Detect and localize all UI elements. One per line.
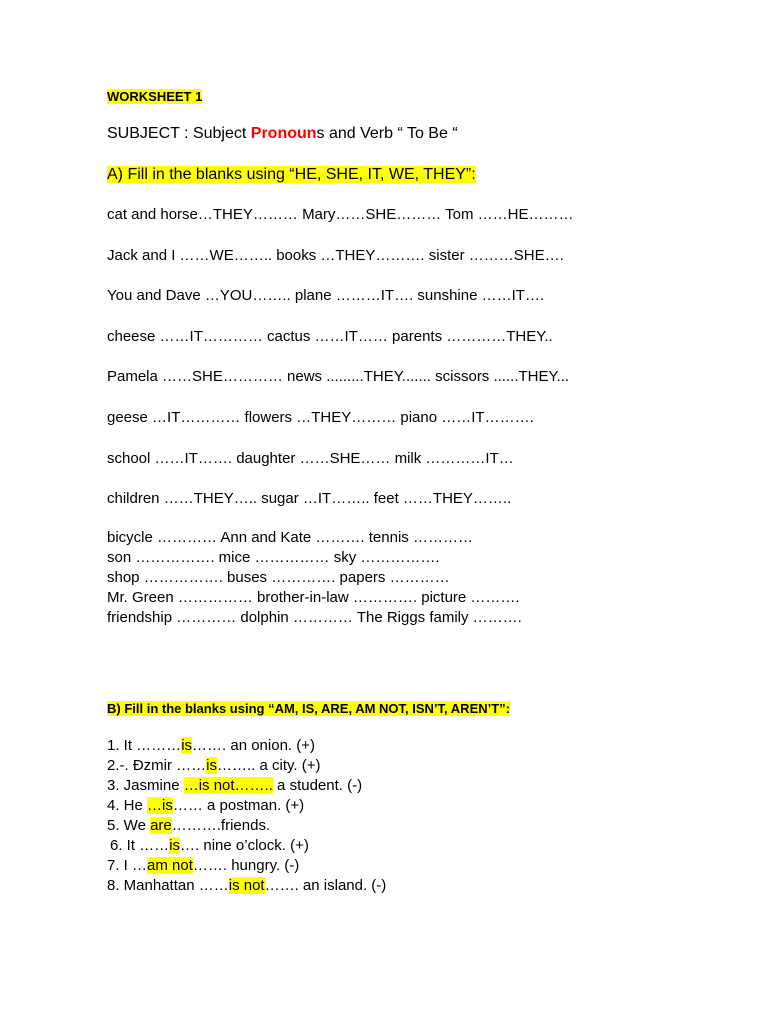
section-a-row: geese …IT………… flowers …THEY……… piano ……IT………. <box>107 408 534 426</box>
section-b-item <box>107 756 386 776</box>
worksheet-title <box>107 88 202 105</box>
section-a-tight-row: Mr. Green …………… brother-in-law …………. picture ………. <box>107 589 520 606</box>
item-prefix: 4. He <box>107 797 148 814</box>
item-answer: is <box>181 737 193 754</box>
section-a-row: You and Dave …YOU…….. plane ………IT…. sunshine ……IT…. <box>107 287 545 305</box>
section-a-heading <box>107 165 476 185</box>
item-answer: am not <box>147 857 193 874</box>
section-b-item <box>107 776 386 796</box>
section-b-items <box>107 736 386 896</box>
section-b-item <box>107 796 386 816</box>
item-prefix: 6. It …… <box>110 837 170 854</box>
section-a-rows <box>107 205 573 530</box>
section-a-tight-row: friendship ………… dolphin ………… The Riggs family ………. <box>107 609 522 626</box>
item-suffix: ……. an island. (-) <box>264 877 387 894</box>
section-b-item <box>107 736 386 756</box>
section-a-row: cheese ……IT………… cactus ……IT…… parents …………THEY.. <box>107 327 553 345</box>
section-a-row: cat and horse…THEY……… Mary……SHE……… Tom ……HE……… <box>107 206 574 223</box>
subject-line <box>107 124 458 144</box>
worksheet-title-text: WORKSHEET 1 <box>107 89 203 104</box>
item-answer: is <box>169 837 181 854</box>
item-answer: …is not…….. <box>183 777 273 794</box>
item-suffix: …….. a city. (+) <box>217 757 321 774</box>
section-a-row: school ……IT……. daughter ……SHE…… milk …………IT… <box>107 449 514 467</box>
item-answer: …is <box>147 797 173 814</box>
section-b-heading <box>107 700 510 717</box>
subject-prefix: SUBJECT : Subject <box>107 125 251 142</box>
section-b-item <box>107 856 386 876</box>
item-prefix: 2.-. Đzmir …… <box>107 757 207 774</box>
subject-suffix: s and Verb “ To Be “ <box>316 125 458 142</box>
section-a-tight-row: bicycle ………… Ann and Kate ………. tennis ………… <box>107 529 473 546</box>
section-a-row: children ……THEY….. sugar …IT…….. feet ……THEY…….. <box>107 490 512 508</box>
section-a-row: Jack and I ……WE…….. books …THEY………. sister ………SHE…. <box>107 246 564 264</box>
section-a-tight-row: son ……………. mice …………… sky ……………. <box>107 549 440 566</box>
subject-pronoun: Pronoun <box>250 125 317 142</box>
item-answer: is <box>206 757 218 774</box>
item-suffix: …… a postman. (+) <box>172 797 305 814</box>
item-suffix: ……….friends. <box>171 817 271 834</box>
item-suffix: …. nine o’clock. (+) <box>180 837 309 854</box>
item-prefix: 8. Manhattan …… <box>107 877 229 894</box>
item-suffix: ……. an onion. (+) <box>192 737 316 754</box>
section-b-item <box>107 876 386 896</box>
section-a-tight-row: shop ……………. buses …………. papers ………… <box>107 569 450 586</box>
section-a-tight-rows <box>107 528 522 628</box>
item-prefix: 1. It ……… <box>107 737 182 754</box>
item-answer: is not <box>228 877 265 894</box>
section-b-heading-text: B) Fill in the blanks using “AM, IS, ARE, AM NOT, ISN’T, AREN’T”: <box>107 701 511 716</box>
section-a-row: Pamela ……SHE………… news .........THEY....... scissors ......THEY... <box>107 368 570 386</box>
item-prefix: 5. We <box>107 817 151 834</box>
item-prefix: 3. Jasmine <box>107 777 184 794</box>
section-b-item <box>107 816 386 836</box>
section-a-heading-text: A) Fill in the blanks using “HE, SHE, IT, WE, THEY”: <box>107 166 476 183</box>
item-suffix: ……. hungry. (-) <box>192 857 300 874</box>
item-answer: are <box>150 817 172 834</box>
section-b-item <box>107 836 386 856</box>
item-suffix: a student. (-) <box>272 777 363 794</box>
item-prefix: 7. I … <box>107 857 148 874</box>
